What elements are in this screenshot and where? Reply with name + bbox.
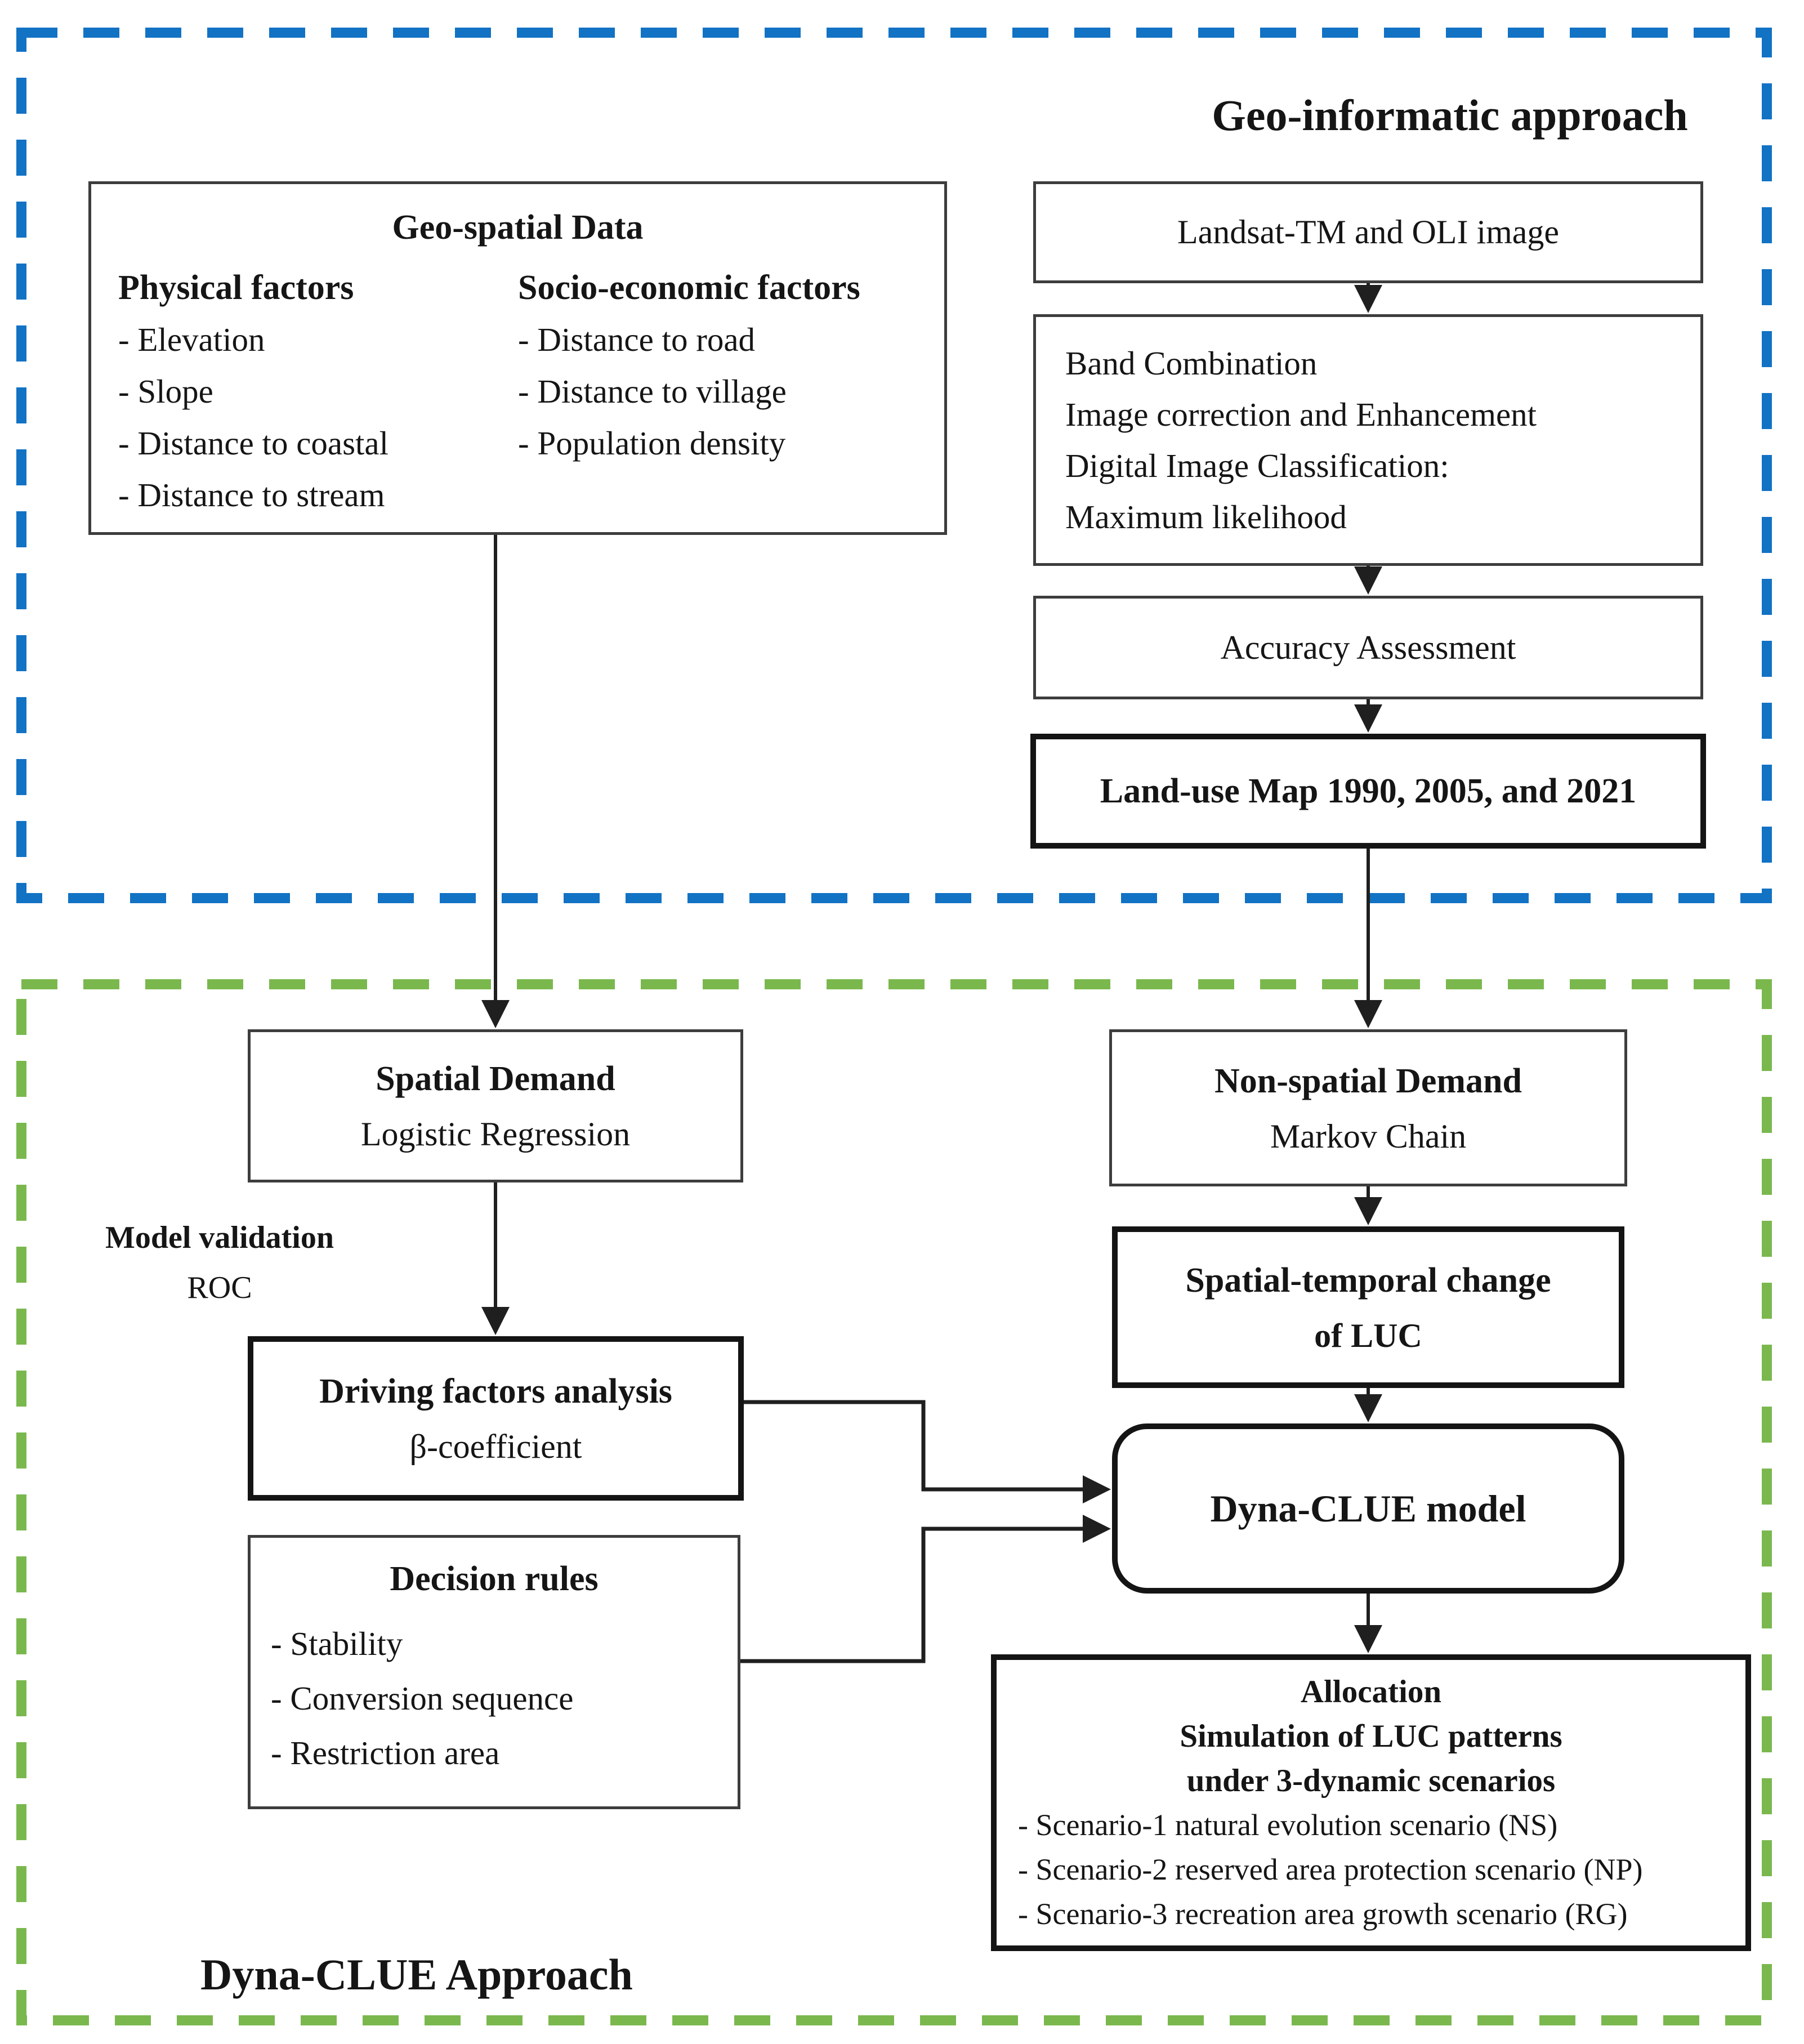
spatio-temporal-line2: of LUC [1314, 1316, 1422, 1354]
allocation-header: under 3-dynamic scenarios [1186, 1762, 1556, 1798]
spatio-temporal-line1: Spatial-temporal change [1185, 1261, 1551, 1300]
section-title-geo-informatic: Geo-informatic approach [1212, 91, 1688, 140]
decision-rules-items [271, 1617, 573, 1780]
list-item: - Distance to road [518, 321, 756, 358]
connector-driving-to-dynamodel [744, 1402, 1111, 1503]
list-item: - Elevation [118, 321, 265, 358]
socio-economic-header: Socio-economic factors [518, 269, 860, 307]
node-landsat-image [1033, 181, 1703, 283]
arrow-accuracy-to-landuse [1354, 699, 1382, 733]
list-item: - Slope [118, 373, 213, 410]
list-item: - Scenario-1 natural evolution scenario (NS) [1018, 1808, 1558, 1842]
section-title-dyna-clue: Dyna-CLUE Approach [200, 1950, 633, 1999]
node-driving-factors [248, 1336, 744, 1501]
band-line: Image correction and Enhancement [1065, 395, 1537, 433]
driving-factors-title: Driving factors analysis [319, 1372, 672, 1411]
decision-rules-title: Decision rules [390, 1560, 599, 1598]
node-decision-rules [248, 1535, 740, 1809]
socio-economic-column [518, 262, 860, 469]
node-spatio-temporal-change [1112, 1226, 1624, 1388]
list-item: - Conversion sequence [271, 1680, 574, 1717]
model-validation-line2: ROC [187, 1270, 252, 1305]
band-line: Band Combination [1065, 344, 1318, 382]
arrow-geospatial-to-spatial-demand [481, 535, 510, 1028]
node-landuse-map [1030, 734, 1706, 849]
landsat-label: Landsat-TM and OLI image [1177, 213, 1560, 251]
list-item: - Scenario-3 recreation area growth scenario (RG) [1018, 1896, 1628, 1931]
physical-factors-column [118, 262, 389, 521]
driving-factors-subtitle: β-coefficient [409, 1428, 582, 1465]
list-item: - Population density [518, 425, 786, 462]
arrow-spatial-demand-to-driving [481, 1182, 510, 1335]
connector-decision-to-dynamodel [740, 1515, 1111, 1661]
node-spatial-demand [248, 1029, 743, 1182]
arrow-band-to-accuracy [1354, 566, 1382, 595]
node-non-spatial-demand [1109, 1029, 1627, 1186]
arrow-nonspatial-to-spatiotemporal [1354, 1186, 1382, 1225]
list-item: - Stability [271, 1625, 403, 1662]
arrow-dynamodel-to-allocation [1354, 1594, 1382, 1653]
arrow-landuse-to-nonspatial-demand [1354, 849, 1382, 1028]
arrow-landsat-to-band [1354, 283, 1382, 313]
list-item: - Distance to coastal [118, 425, 389, 462]
node-dyna-clue-model [1112, 1423, 1624, 1594]
non-spatial-subtitle: Markov Chain [1270, 1117, 1467, 1155]
node-allocation [991, 1654, 1751, 1951]
spatial-demand-subtitle: Logistic Regression [360, 1115, 631, 1153]
spatial-demand-title: Spatial Demand [376, 1060, 615, 1098]
node-band-combination [1033, 314, 1703, 566]
landuse-label: Land-use Map 1990, 2005, and 2021 [1100, 771, 1637, 810]
band-line: Maximum likelihood [1065, 498, 1347, 535]
node-geo-spatial-data [88, 181, 947, 535]
node-accuracy-assessment [1033, 596, 1703, 699]
geo-spatial-title: Geo-spatial Data [392, 208, 644, 247]
allocation-header: Simulation of LUC patterns [1180, 1718, 1562, 1754]
list-item: - Distance to village [518, 373, 787, 410]
dyna-clue-model-label: Dyna-CLUE model [1210, 1487, 1526, 1530]
model-validation-line1: Model validation [105, 1220, 334, 1255]
list-item: - Distance to stream [118, 476, 385, 514]
arrow-spatiotemporal-to-dynamodel [1354, 1388, 1382, 1422]
list-item: - Scenario-2 reserved area protection scenario (NP) [1018, 1852, 1643, 1886]
allocation-header: Allocation [1300, 1673, 1442, 1710]
non-spatial-title: Non-spatial Demand [1214, 1061, 1522, 1100]
model-validation-label [90, 1212, 349, 1312]
list-item: - Restriction area [271, 1734, 500, 1771]
accuracy-label: Accuracy Assessment [1220, 628, 1516, 666]
physical-factors-header: Physical factors [118, 269, 354, 307]
band-line: Digital Image Classification: [1065, 447, 1449, 484]
